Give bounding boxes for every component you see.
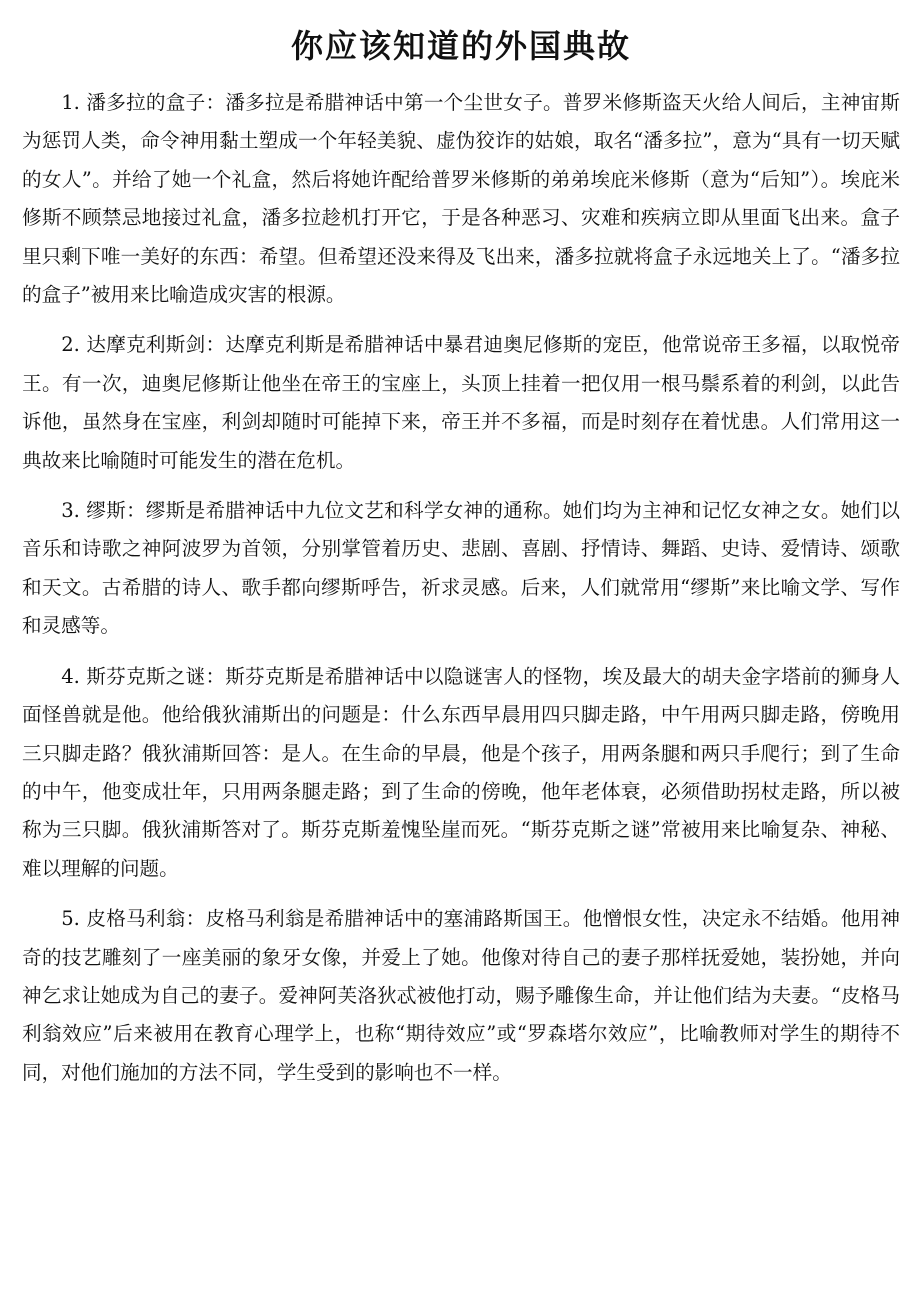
paragraph-sphinx: 4. 斯芬克斯之谜：斯芬克斯是希腊神话中以隐谜害人的怪物，埃及最大的胡夫金字塔前的狮身人面怪兽就是他。他给俄狄浦斯出的问题是：什么东西早晨用四只脚走路，中午用两只脚走路，傍晚用三只脚走路？俄狄浦斯回答：是人。在生命的早晨，他是个孩子，用两条腿和两只手爬行；到了生命的中午，他变成壮年，只用两条腿走路；到了生命的傍晚，他年老体衰，必须借助拐杖走路，所以被称为三只脚。俄狄浦斯答对了。斯芬克斯羞愧坠崖而死。“斯芬克斯之谜”常被用来比喻复杂、神秘、难以理解的问题。: [22, 664, 900, 880]
document-title: 你应该知道的外国典故: [290, 27, 631, 65]
paragraph-pygmalion: 5. 皮格马利翁：皮格马利翁是希腊神话中的塞浦路斯国王。他憎恨女性，决定永不结婚。他用神奇的技艺雕刻了一座美丽的象牙女像，并爱上了她。他像对待自己的妻子那样抚爱她，装扮她，并向神乞求让她成为自己的妻子。爱神阿芙洛狄忒被他打动，赐予雕像生命，并让他们结为夫妻。“皮格马利翁效应”后来被用在教育心理学上，也称“期待效应”或“罗森塔尔效应”，比喻教师对学生的期待不同，对他们施加的方法不同，学生受到的影响也不一样。: [22, 907, 900, 1084]
paragraph-damocles: 2. 达摩克利斯剑：达摩克利斯是希腊神话中暴君迪奥尼修斯的宠臣，他常说帝王多福，以取悦帝王。有一次，迪奥尼修斯让他坐在帝王的宝座上，头顶上挂着一把仅用一根马鬃系着的利剑，以此告诉他，虽然身在宝座，利剑却随时可能掉下来，帝王并不多福，而是时刻存在着忧患。人们常用这一典故来比喻随时可能发生的潜在危机。: [22, 333, 900, 472]
paragraph-pandora: 1. 潘多拉的盒子：潘多拉是希腊神话中第一个尘世女子。普罗米修斯盗天火给人间后，主神宙斯为惩罚人类，命令神用黏土塑成一个年轻美貌、虚伪狡诈的姑娘，取名“潘多拉”，意为“具有一切天赋的女人”。并给了她一个礼盒，然后将她许配给普罗米修斯的弟弟埃庇米修斯（意为“后知”）。埃庇米修斯不顾禁忌地接过礼盒，潘多拉趁机打开它，于是各种恶习、灾难和疾病立即从里面飞出来。盒子里只剩下唯一美好的东西：希望。但希望还没来得及飞出来，潘多拉就将盒子永远地关上了。“潘多拉的盒子”被用来比喻造成灾害的根源。: [22, 91, 900, 307]
paragraph-muses: 3. 缪斯：缪斯是希腊神话中九位文艺和科学女神的通称。她们均为主神和记忆女神之女。她们以音乐和诗歌之神阿波罗为首领，分别掌管着历史、悲剧、喜剧、抒情诗、舞蹈、史诗、爱情诗、颂歌和天文。古希腊的诗人、歌手都向缪斯呼告，祈求灵感。后来，人们就常用“缪斯”来比喻文学、写作和灵感等。: [22, 499, 900, 638]
